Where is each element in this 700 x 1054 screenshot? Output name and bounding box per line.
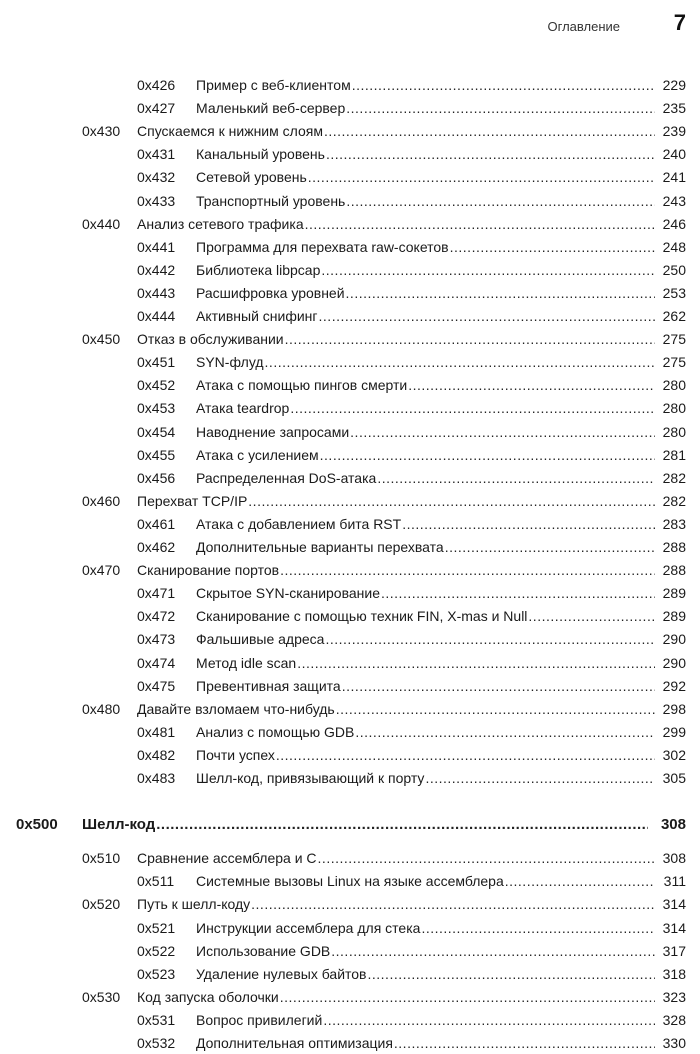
toc-title: [196, 628, 655, 650]
toc-title-text: Атака с помощью пингов смерти: [196, 374, 408, 396]
toc-page-number: 262: [662, 308, 686, 324]
toc-page-number: 328: [662, 1011, 686, 1028]
page-header: [0, 10, 700, 44]
toc-title-text: Сканирование портов: [137, 559, 280, 581]
toc-title-text: Вопрос привилегий: [196, 1009, 323, 1031]
toc-title: [196, 143, 655, 165]
toc-subsection: [0, 282, 700, 304]
toc-number: 0x441: [137, 238, 176, 255]
toc-title: [137, 120, 655, 142]
toc-number: 0x532: [137, 1035, 176, 1051]
dot-leader: [425, 767, 655, 789]
toc-page-number: 253: [662, 284, 686, 301]
toc-page-number: 298: [662, 700, 686, 717]
toc-number: 0x510: [82, 850, 121, 867]
toc-page-number: 246: [662, 215, 686, 232]
toc-title-text: Спускаемся к нижним слоям: [137, 120, 324, 142]
dot-leader: [368, 963, 656, 985]
toc-number: 0x473: [137, 631, 176, 648]
toc-title: [196, 1032, 655, 1054]
dot-leader: [342, 675, 655, 697]
toc-number: 0x482: [137, 746, 176, 763]
toc-title-text: Маленький веб-сервер: [196, 97, 346, 119]
toc-title: [196, 767, 655, 789]
toc-title: [196, 963, 655, 985]
toc-page-number: 281: [662, 446, 686, 463]
toc-number: 0x454: [137, 423, 176, 440]
toc-title: [196, 467, 655, 489]
dot-leader: [308, 166, 655, 188]
toc-title-text: Транспортный уровень: [196, 190, 346, 212]
toc-title: [196, 374, 655, 396]
dot-leader: [319, 305, 655, 327]
toc-chapter: [0, 814, 700, 836]
dot-leader: [445, 536, 655, 558]
toc-number: 0x460: [82, 492, 121, 509]
toc-title: [137, 490, 655, 512]
toc-subsection: [0, 1009, 700, 1031]
toc-subsection: [0, 444, 700, 466]
toc-section: [0, 893, 700, 915]
toc-number: 0x474: [137, 654, 176, 671]
toc-subsection: [0, 963, 700, 985]
toc-number: 0x433: [137, 192, 176, 209]
dot-leader: [352, 74, 655, 96]
toc-number: 0x451: [137, 354, 176, 371]
toc-subsection: [0, 628, 700, 650]
toc-title: [196, 190, 655, 212]
toc-title-text: Давайте взломаем что-нибудь: [137, 698, 336, 720]
dot-leader: [346, 97, 655, 119]
toc-number: 0x432: [137, 169, 176, 186]
toc-title: [137, 986, 655, 1008]
toc-section: [0, 847, 700, 869]
dot-leader: [318, 847, 655, 869]
toc-title-text: Атака teardrop: [196, 397, 290, 419]
toc-title-text: Отказ в обслуживании: [137, 328, 285, 350]
toc-number: 0x431: [137, 146, 176, 163]
dot-leader: [355, 721, 655, 743]
toc-number: 0x450: [82, 331, 121, 348]
toc-page-number: 323: [662, 988, 686, 1005]
dot-leader: [324, 120, 655, 142]
toc-title-text: Дополнительные варианты перехвата: [196, 536, 445, 558]
toc-subsection: [0, 74, 700, 96]
toc-subsection: [0, 467, 700, 489]
dot-leader: [505, 870, 655, 892]
toc-title-text: Фальшивые адреса: [196, 628, 325, 650]
toc-number: 0x440: [82, 215, 121, 232]
toc-number: 0x442: [137, 261, 176, 278]
toc-subsection: [0, 675, 700, 697]
toc-title-text: Метод idle scan: [196, 652, 297, 674]
toc-title: [196, 917, 655, 939]
toc-section: [0, 120, 700, 142]
toc-subsection: [0, 374, 700, 396]
toc-number: 0x511: [137, 873, 175, 890]
toc-title-text: Активный снифинг: [196, 305, 319, 327]
toc-title: [196, 652, 655, 674]
toc-title: [196, 870, 655, 892]
toc-page-number: 292: [662, 677, 686, 694]
toc-number: 0x430: [82, 123, 121, 140]
toc-title: [196, 282, 655, 304]
toc-number: 0x455: [137, 446, 176, 463]
toc-title: [137, 847, 655, 869]
toc-subsection: [0, 917, 700, 939]
dot-leader: [408, 374, 655, 396]
page-number: 7: [673, 10, 686, 35]
dot-leader: [326, 143, 655, 165]
toc-number: 0x461: [137, 515, 176, 532]
toc-title-text: Сравнение ассемблера и C: [137, 847, 318, 869]
toc-page-number: 235: [662, 100, 686, 117]
toc-subsection: [0, 513, 700, 535]
toc-title: [196, 236, 655, 258]
toc-title-text: Код запуска оболочки: [137, 986, 280, 1008]
toc-title: [196, 305, 655, 327]
toc-title-text: Системные вызовы Linux на языке ассемблера: [196, 870, 505, 892]
toc-number: 0x483: [137, 770, 176, 786]
toc-subsection: [0, 605, 700, 627]
toc-number: 0x452: [137, 377, 176, 394]
toc-page-number: 314: [662, 896, 686, 913]
toc-subsection: [0, 305, 700, 327]
toc-title: [196, 351, 655, 373]
toc-title: [196, 421, 655, 443]
toc-page-number: 241: [662, 169, 686, 186]
dot-leader: [346, 190, 655, 212]
toc-title-text: Инструкции ассемблера для стека: [196, 917, 421, 939]
toc-subsection: [0, 143, 700, 165]
toc-title-text: Сетевой уровень: [196, 166, 308, 188]
toc-section: [0, 213, 700, 235]
toc-page-number: 308: [662, 850, 686, 867]
toc-subsection: [0, 236, 700, 258]
toc-page-number: 290: [662, 631, 686, 648]
toc-title-text: Распределенная DoS-атака: [196, 467, 377, 489]
dot-leader: [450, 236, 655, 258]
dot-leader: [320, 444, 655, 466]
toc-page-number: 330: [662, 1035, 686, 1051]
toc-subsection: [0, 190, 700, 212]
toc-title-text: Путь к шелл-коду: [137, 893, 251, 915]
toc-title-text: Использование GDB: [196, 940, 331, 962]
toc-page-number: 290: [662, 654, 686, 671]
toc-number: 0x523: [137, 965, 176, 982]
toc-title: [196, 721, 655, 743]
toc-title-text: Библиотека libpcap: [196, 259, 321, 281]
toc-subsection: [0, 721, 700, 743]
toc-subsection: [0, 97, 700, 119]
toc-subsection: [0, 259, 700, 281]
toc-section: [0, 328, 700, 350]
toc-page-number: 243: [662, 192, 686, 209]
toc-number: 0x472: [137, 608, 176, 625]
dot-leader: [280, 559, 655, 581]
dot-leader: [331, 940, 655, 962]
toc-title: [137, 213, 655, 235]
toc-number: 0x520: [82, 896, 121, 913]
toc-title-text: Атака с усилением: [196, 444, 320, 466]
toc-page-number: 280: [662, 377, 686, 394]
toc-subsection: [0, 582, 700, 604]
toc-subsection: [0, 166, 700, 188]
toc-page-number: 248: [662, 238, 686, 255]
toc-number: 0x427: [137, 100, 176, 117]
toc-number: 0x462: [137, 539, 176, 555]
toc-title-text: Дополнительная оптимизация: [196, 1032, 394, 1054]
running-header-title: Оглавление: [547, 19, 620, 34]
toc-title: [137, 893, 655, 915]
toc-title-text: Скрытое SYN-сканирование: [196, 582, 381, 604]
toc-page-number: 288: [662, 539, 686, 555]
toc-number: 0x453: [137, 400, 176, 417]
toc-page-number: 289: [662, 585, 686, 602]
toc-subsection: [0, 744, 700, 766]
toc-title: [196, 166, 655, 188]
toc-title: [196, 97, 655, 119]
toc-title-text: Атака с добавлением бита RST: [196, 513, 402, 535]
toc-subsection: [0, 652, 700, 674]
toc-title-text: Программа для перехвата raw-сокетов: [196, 236, 450, 258]
toc-page-number: 314: [662, 919, 686, 936]
toc-title-text: Шелл-код, привязывающий к порту: [196, 767, 425, 789]
toc-page-number: 283: [662, 515, 686, 532]
dot-leader: [251, 893, 655, 915]
toc-page-number: 280: [662, 400, 686, 417]
toc-title: [196, 259, 655, 281]
dot-leader: [248, 490, 655, 512]
toc-subsection: [0, 351, 700, 373]
toc-title-text: Наводнение запросами: [196, 421, 350, 443]
toc-page-number: 282: [662, 469, 686, 486]
toc-number: 0x521: [137, 919, 176, 936]
toc-title: [196, 444, 655, 466]
toc-page-number: 275: [662, 354, 686, 371]
toc-title-text: Анализ с помощью GDB: [196, 721, 355, 743]
toc-page-number: 311: [663, 873, 686, 890]
toc-number: 0x475: [137, 677, 176, 694]
toc-title-text: Удаление нулевых байтов: [196, 963, 368, 985]
dot-leader: [321, 259, 655, 281]
toc-title: [196, 1009, 655, 1031]
toc-title: [196, 582, 655, 604]
dot-leader: [381, 582, 655, 604]
toc-page-number: 240: [662, 146, 686, 163]
toc-number: 0x530: [82, 988, 121, 1005]
toc-title: [196, 397, 655, 419]
toc-number: 0x500: [16, 816, 58, 834]
toc-page-number: 250: [662, 261, 686, 278]
toc-title: [196, 744, 655, 766]
toc-number: 0x444: [137, 308, 176, 324]
toc-title-text: Сканирование с помощью техник FIN, X-mas и Null: [196, 605, 528, 627]
toc-section: [0, 490, 700, 512]
toc-subsection: [0, 1032, 700, 1054]
dot-leader: [305, 213, 655, 235]
toc-title: [137, 698, 655, 720]
toc-number: 0x456: [137, 469, 176, 486]
toc-title: [196, 74, 655, 96]
toc-title-text: Анализ сетевого трафика: [137, 213, 305, 235]
toc-page-number: 275: [662, 331, 686, 348]
toc-page-number: 239: [662, 123, 686, 140]
toc-number: 0x480: [82, 700, 121, 717]
dot-leader: [402, 513, 655, 535]
toc-title-text: Канальный уровень: [196, 143, 326, 165]
dot-leader: [285, 328, 655, 350]
toc-subsection: [0, 397, 700, 419]
dot-leader: [528, 605, 655, 627]
toc-subsection: [0, 536, 700, 558]
dot-leader: [346, 282, 655, 304]
toc-title: [196, 605, 655, 627]
toc-page-number: 308: [660, 816, 686, 834]
toc-title: [137, 559, 655, 581]
dot-leader: [350, 421, 655, 443]
dot-leader: [377, 467, 655, 489]
dot-leader: [323, 1009, 655, 1031]
toc-title: [196, 536, 655, 558]
toc-title-text: Перехват TCP/IP: [137, 490, 248, 512]
toc-title: [137, 328, 655, 350]
toc-number: 0x522: [137, 942, 176, 959]
dot-leader: [325, 628, 655, 650]
toc-section: [0, 986, 700, 1008]
toc-number: 0x531: [137, 1011, 176, 1028]
dot-leader: [421, 917, 655, 939]
dot-leader: [290, 397, 655, 419]
toc-title-text: Пример с веб-клиентом: [196, 74, 352, 96]
toc-page-number: 289: [662, 608, 686, 625]
toc-number: 0x426: [137, 77, 176, 93]
toc-title: [196, 940, 655, 962]
toc-title: [196, 513, 655, 535]
toc-subsection: [0, 940, 700, 962]
dot-leader: [156, 814, 648, 836]
toc-subsection: [0, 767, 700, 789]
dot-leader: [297, 652, 655, 674]
toc-title: [82, 814, 648, 836]
dot-leader: [276, 744, 655, 766]
toc-page-number: 299: [662, 723, 686, 740]
toc-title-text: Расшифровка уровней: [196, 282, 346, 304]
toc-number: 0x470: [82, 562, 121, 579]
dot-leader: [336, 698, 655, 720]
toc-page-number: 318: [662, 965, 686, 982]
toc-title-text: Превентивная защита: [196, 675, 342, 697]
toc-page-number: 305: [662, 770, 686, 786]
toc-page-number: 302: [662, 746, 686, 763]
toc-number: 0x481: [137, 723, 176, 740]
dot-leader: [280, 986, 655, 1008]
toc-section: [0, 559, 700, 581]
toc-page-number: 229: [662, 77, 686, 93]
toc-title: [196, 675, 655, 697]
toc-page-number: 288: [662, 562, 686, 579]
toc-page-number: 280: [662, 423, 686, 440]
toc-page-number: 317: [662, 942, 686, 959]
toc-subsection: [0, 870, 700, 892]
toc-page-number: 282: [662, 492, 686, 509]
toc-subsection: [0, 421, 700, 443]
dot-leader: [394, 1032, 655, 1054]
toc-title-text: Почти успех: [196, 744, 276, 766]
toc-section: [0, 698, 700, 720]
toc-title-text: Шелл-код: [82, 814, 156, 836]
toc-title-text: SYN-флуд: [196, 351, 265, 373]
toc-number: 0x443: [137, 284, 176, 301]
toc-number: 0x471: [137, 585, 176, 602]
dot-leader: [265, 351, 655, 373]
